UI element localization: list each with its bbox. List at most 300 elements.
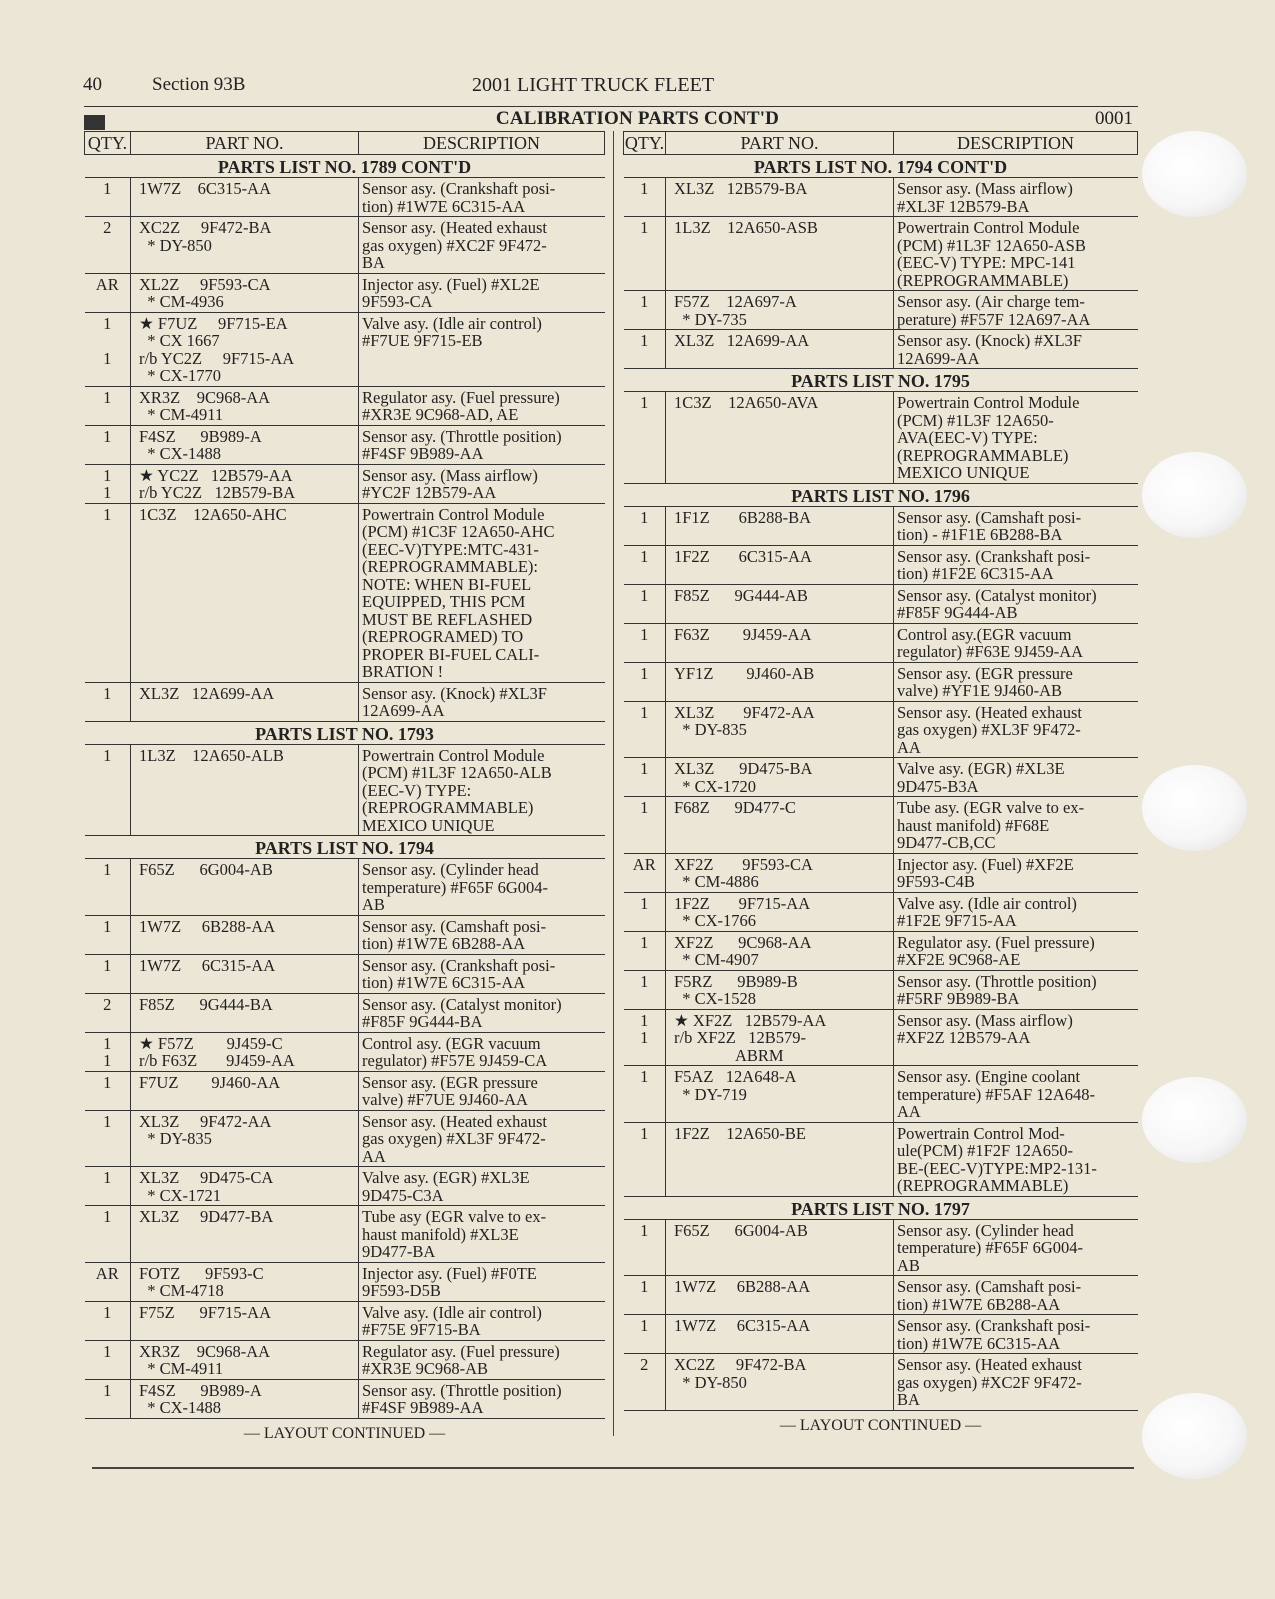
description-line: Control asy. (EGR vacuum	[362, 1033, 541, 1053]
qty-value: 1	[103, 483, 112, 502]
part-number: XL3Z 9D475-BA	[674, 759, 813, 778]
description-line: #F4SF 9B989-AA	[362, 444, 484, 463]
description-cell	[359, 1340, 605, 1379]
part-number: * CM-4911	[139, 405, 224, 424]
qty-value: 1	[103, 1302, 112, 1322]
part-number-cell	[666, 1276, 894, 1315]
part-number: * CM-4936	[139, 292, 224, 311]
parts-list-heading	[85, 721, 605, 744]
qty-value: 1	[103, 1207, 112, 1226]
description-line: #F7UE 9F715-EB	[362, 331, 483, 350]
part-number-cell	[666, 797, 894, 854]
part-number-cell	[666, 931, 894, 970]
description-line: #F85F 9G444-AB	[897, 603, 1018, 622]
description-line: temperature) #F65F 6G004-	[362, 877, 549, 897]
part-number: * CM-4911	[139, 1359, 224, 1378]
qty-value: 1	[103, 426, 112, 446]
table-row	[85, 744, 605, 836]
part-number-cell	[131, 915, 359, 954]
part-number: * CX-1770	[139, 366, 222, 385]
description-line: Sensor asy. (Air charge tem-	[897, 292, 1085, 311]
description-cell	[894, 1219, 1138, 1276]
parts-list-heading	[624, 1196, 1138, 1219]
parts-list-title: PARTS LIST NO. 1796	[624, 483, 1138, 506]
parts-list-heading	[85, 155, 605, 178]
description-line: gas oxygen) #XC2F 9F472-	[897, 1372, 1082, 1392]
layout-continued-note: — LAYOUT CONTINUED —	[243, 1424, 446, 1442]
qty-cell	[624, 931, 666, 970]
description-line: temperature) #F5AF 12A648-	[897, 1084, 1095, 1104]
description-line: gas oxygen) #XL3F 9F472-	[897, 720, 1081, 739]
part-number: F65Z 6G004-AB	[674, 1220, 808, 1240]
part-number-cell	[666, 701, 894, 758]
description-line: haust manifold) #XL3E	[362, 1224, 519, 1244]
part-number: F85Z 9G444-BA	[139, 994, 273, 1014]
description-cell	[359, 1167, 605, 1206]
description-line: #F75E 9F715-BA	[362, 1320, 481, 1339]
description-line: 9D477-BA	[362, 1242, 436, 1261]
table-row	[85, 1071, 605, 1110]
description-line: EQUIPPED, THIS PCM	[362, 592, 526, 611]
qty-value: 1	[640, 1220, 649, 1240]
part-number-cell	[666, 1066, 894, 1123]
description-cell	[359, 1206, 605, 1263]
qty-value: 1	[103, 683, 112, 703]
description-cell	[894, 178, 1138, 217]
binder-hole	[1142, 1077, 1247, 1163]
description-cell	[894, 1066, 1138, 1123]
description-line: tion) #1W7E 6B288-AA	[362, 934, 526, 953]
description-cell	[894, 330, 1138, 369]
description-line: #XL3F 12B579-BA	[897, 196, 1030, 216]
part-number: F75Z 9F715-AA	[139, 1302, 272, 1322]
part-number: * DY-850	[674, 1372, 747, 1392]
table-row	[85, 1032, 605, 1071]
part-number: F65Z 6G004-AB	[139, 860, 273, 879]
binder-hole	[1142, 131, 1247, 217]
part-number: F85Z 9G444-AB	[674, 585, 808, 605]
description-line: (PCM) #1L3F 12A650-ASB	[897, 235, 1086, 255]
description-cell	[894, 545, 1138, 584]
description-cell	[359, 217, 605, 274]
description-line: Sensor asy. (Camshaft posi-	[362, 916, 547, 936]
qty-cell	[624, 1066, 666, 1123]
qty-value: 1	[103, 1380, 112, 1400]
description-line: Sensor asy. (Mass airflow)	[362, 465, 538, 485]
part-number: 1W7Z 6B288-AA	[139, 916, 276, 936]
description-line: NOTE: WHEN BI-FUEL	[362, 574, 532, 594]
description-cell	[894, 931, 1138, 970]
part-number: F4SZ 9B989-A	[139, 426, 262, 446]
part-number: 1C3Z 12A650-AVA	[674, 393, 819, 412]
part-number: XR3Z 9C968-AA	[139, 1341, 271, 1361]
qty-cell	[624, 701, 666, 758]
description-line: Sensor asy. (Knock) #XL3F	[897, 331, 1082, 350]
qty-value: 1	[103, 348, 112, 368]
description-line: Sensor asy. (Catalyst monitor)	[362, 994, 562, 1014]
qty-cell	[624, 178, 666, 217]
table-row	[85, 1340, 605, 1379]
qty-value: 1	[640, 798, 649, 817]
part-number-cell	[131, 1262, 359, 1301]
table-row	[85, 1167, 605, 1206]
qty-value: 1	[640, 624, 649, 644]
qty-value: 1	[640, 663, 649, 683]
qty-value: 1	[640, 702, 649, 722]
desc-header: DESCRIPTION	[359, 132, 605, 155]
qty-cell	[624, 291, 666, 330]
description-cell	[894, 291, 1138, 330]
qty-cell	[85, 178, 131, 217]
qty-value: 1	[640, 507, 649, 527]
part-number: r/b YC2Z 12B579-BA	[139, 483, 296, 502]
description-line: gas oxygen) #XL3F 9F472-	[362, 1129, 546, 1148]
table-row	[85, 682, 605, 721]
part-number: 1W7Z 6B288-AA	[674, 1277, 811, 1296]
description-line: Powertrain Control Module	[362, 504, 545, 524]
part-number: * DY-719	[674, 1084, 747, 1104]
description-line: 9F593-D5B	[362, 1281, 441, 1300]
qty-cell	[624, 623, 666, 662]
table-row	[85, 386, 605, 425]
part-number: 1F2Z 12A650-BE	[674, 1123, 806, 1143]
description-line: tion) #1W7E 6B288-AA	[897, 1294, 1061, 1314]
part-number-cell	[131, 1379, 359, 1418]
description-line: Valve asy. (EGR) #XL3E	[362, 1168, 530, 1187]
qty-cell	[624, 584, 666, 623]
description-cell	[894, 623, 1138, 662]
part-number: XF2Z 9F593-CA	[674, 854, 813, 874]
qty-value: 1	[103, 1111, 112, 1131]
part-number: XL3Z 12A699-AA	[674, 331, 810, 350]
part-number: * DY-835	[139, 1129, 212, 1148]
qty-header: QTY.	[624, 132, 665, 153]
description-cell	[894, 1354, 1138, 1411]
part-number: ABRM	[674, 1045, 784, 1065]
table-row	[85, 425, 605, 464]
qty-value: 1	[103, 1168, 112, 1187]
table-row	[85, 859, 605, 916]
qty-value: 1	[640, 1316, 649, 1335]
table-row	[85, 1110, 605, 1167]
qty-cell	[85, 1167, 131, 1206]
qty-value: 1	[103, 1072, 112, 1092]
description-cell	[894, 701, 1138, 758]
part-number-cell	[666, 217, 894, 291]
table-row	[624, 330, 1138, 369]
qty-cell	[624, 892, 666, 931]
qty-cell	[624, 330, 666, 369]
qty-value: 1	[640, 179, 649, 198]
qty-cell	[85, 217, 131, 274]
part-number: XL2Z 9F593-CA	[139, 274, 271, 294]
table-row	[624, 892, 1138, 931]
description-line: Sensor asy. (Camshaft posi-	[897, 1277, 1082, 1296]
part-number: * CM-4907	[674, 950, 759, 969]
description-cell	[359, 1071, 605, 1110]
parts-list-heading	[624, 155, 1138, 178]
part-number-cell	[131, 859, 359, 916]
parts-list-title: PARTS LIST NO. 1794	[85, 836, 605, 859]
parts-table-left	[84, 131, 605, 1443]
table-row	[85, 217, 605, 274]
section-label: Section 93B	[152, 74, 246, 95]
description-line: #XF2E 9C968-AE	[897, 950, 1021, 969]
calibration-title: CALIBRATION PARTS CONT'D	[495, 108, 780, 129]
binder-hole	[1142, 452, 1247, 538]
description-line: BE-(EEC-V)TYPE:MP2-131-	[897, 1158, 1097, 1178]
description-line: Injector asy. (Fuel) #XL2E	[362, 274, 540, 294]
description-line: MUST BE REFLASHED	[362, 609, 533, 629]
part-number: * DY-835	[674, 720, 747, 739]
qty-cell	[85, 1340, 131, 1379]
description-line: Valve asy. (Idle air control)	[362, 313, 542, 333]
part-number-cell	[666, 291, 894, 330]
part-number: XL3Z 9F472-AA	[674, 702, 815, 722]
description-cell	[359, 425, 605, 464]
part-number: FOTZ 9F593-C	[139, 1263, 264, 1283]
part-number: YF1Z 9J460-AB	[674, 663, 815, 683]
qty-cell	[624, 1122, 666, 1196]
description-cell	[894, 758, 1138, 797]
part-number-cell	[131, 464, 359, 503]
description-cell	[359, 859, 605, 916]
table-row	[85, 1262, 605, 1301]
description-line: #1F2E 9F715-AA	[897, 911, 1017, 930]
part-number: * CX-1766	[674, 911, 757, 930]
part-number: F63Z 9J459-AA	[674, 624, 812, 644]
qty-cell	[624, 1276, 666, 1315]
description-line: #XR3E 9C968-AD, AE	[362, 405, 519, 424]
part-number-cell	[131, 312, 359, 386]
qty-value: 1	[640, 1123, 649, 1143]
description-line: Sensor asy. (Crankshaft posi-	[362, 179, 556, 198]
table-row	[624, 1315, 1138, 1354]
description-line: BA	[362, 253, 385, 272]
parts-list-title: PARTS LIST NO. 1794 CONT'D	[624, 155, 1138, 178]
description-line: (PCM) #1L3F 12A650-ALB	[362, 763, 552, 782]
description-line: Valve asy. (Idle air control)	[362, 1302, 542, 1322]
qty-value: 1	[640, 1277, 649, 1296]
description-line: Powertrain Control Mod-	[897, 1123, 1065, 1143]
qty-value: 2	[640, 1355, 649, 1374]
table-row	[624, 1354, 1138, 1411]
part-number-cell	[131, 1206, 359, 1263]
part-number-cell	[666, 853, 894, 892]
table-row	[624, 970, 1138, 1009]
table-row	[85, 273, 605, 312]
description-line: 9F593-CA	[362, 292, 433, 311]
table-row	[85, 993, 605, 1032]
description-line: Powertrain Control Module	[362, 745, 545, 765]
part-number: * CX-1488	[139, 444, 222, 463]
qty-value: 1	[103, 860, 112, 879]
part-number: F4SZ 9B989-A	[139, 1380, 262, 1400]
description-cell	[894, 853, 1138, 892]
part-number: * CM-4886	[674, 872, 759, 891]
part-number-cell	[666, 545, 894, 584]
description-line: (EEC-V)TYPE:MTC-431-	[362, 539, 539, 559]
column-divider	[613, 131, 614, 1436]
parts-list-title: PARTS LIST NO. 1789 CONT'D	[85, 155, 605, 178]
description-cell	[359, 682, 605, 721]
description-line: 9D477-CB,CC	[897, 833, 996, 852]
qty-value: 1	[103, 465, 112, 485]
description-line: gas oxygen) #XC2F 9F472-	[362, 235, 547, 255]
part-number-cell	[131, 682, 359, 721]
part-number-cell	[131, 1071, 359, 1110]
qty-cell	[85, 386, 131, 425]
part-number-cell	[131, 744, 359, 836]
part-number-cell	[131, 1167, 359, 1206]
part-number-cell	[131, 1301, 359, 1340]
layout-continued-note: — LAYOUT CONTINUED —	[779, 1416, 982, 1434]
table-row	[624, 662, 1138, 701]
qty-cell	[85, 273, 131, 312]
description-line: Sensor asy. (Heated exhaust	[362, 218, 547, 237]
description-line: Sensor asy. (Throttle position)	[897, 971, 1097, 991]
description-cell	[894, 584, 1138, 623]
description-line: Sensor asy. (Crankshaft posi-	[897, 546, 1091, 566]
description-cell	[894, 1315, 1138, 1354]
parts-list-title: PARTS LIST NO. 1793	[85, 721, 605, 744]
qty-cell	[85, 425, 131, 464]
description-line: 12A699-AA	[897, 348, 980, 368]
description-line: perature) #F57F 12A697-AA	[897, 309, 1091, 329]
part-number: 1W7Z 6C315-AA	[139, 955, 276, 975]
description-cell	[359, 993, 605, 1032]
table-row	[624, 1066, 1138, 1123]
description-line: Sensor asy. (Heated exhaust	[897, 702, 1082, 722]
part-number: F7UZ 9J460-AA	[139, 1072, 281, 1092]
qty-cell	[624, 662, 666, 701]
part-number: 1L3Z 12A650-ALB	[139, 745, 284, 765]
part-number: ★ F57Z 9J459-C	[139, 1033, 283, 1053]
parts-list-heading	[624, 483, 1138, 506]
calibration-code: 0001	[1095, 108, 1133, 129]
table-row	[624, 701, 1138, 758]
part-number: 1C3Z 12A650-AHC	[139, 504, 287, 524]
qty-cell	[85, 1110, 131, 1167]
table-row	[85, 1301, 605, 1340]
description-line: tion) - #1F1E 6B288-BA	[897, 525, 1063, 544]
qty-cell	[624, 1009, 666, 1066]
part-number: * CX-1721	[139, 1185, 222, 1205]
description-line: Sensor asy. (Knock) #XL3F	[362, 683, 547, 703]
qty-value: 1	[640, 218, 649, 237]
part-number-cell	[666, 623, 894, 662]
description-cell	[359, 954, 605, 993]
part-number-cell	[666, 662, 894, 701]
qty-cell	[85, 915, 131, 954]
qty-value: AR	[95, 274, 119, 294]
description-line: #F85F 9G444-BA	[362, 1012, 483, 1031]
description-line: MEXICO UNIQUE	[897, 463, 1030, 482]
description-line: BRATION !	[362, 662, 444, 681]
description-line: Sensor asy. (Cylinder head	[897, 1220, 1074, 1240]
part-number-cell	[131, 1340, 359, 1379]
description-line: BA	[897, 1390, 920, 1409]
qty-cell	[624, 217, 666, 291]
part-number-cell	[131, 178, 359, 217]
part-number-cell	[666, 970, 894, 1009]
table-row	[624, 797, 1138, 854]
part-number-cell	[131, 503, 359, 682]
description-line: AA	[362, 1146, 386, 1166]
description-line: Regulator asy. (Fuel pressure)	[362, 387, 560, 407]
part-header: PART NO.	[131, 132, 359, 155]
right-column	[623, 131, 1138, 1435]
binder-hole	[1142, 765, 1247, 851]
qty-value: AR	[632, 854, 656, 874]
qty-value: 1	[640, 932, 649, 952]
qty-value: 1	[640, 971, 649, 991]
qty-cell	[85, 1071, 131, 1110]
qty-cell	[85, 744, 131, 836]
description-line: Tube asy. (EGR valve to ex-	[897, 798, 1085, 817]
description-line: tion) #1W7E 6C315-AA	[897, 1333, 1061, 1353]
description-line: AA	[897, 1102, 921, 1121]
description-line: PROPER BI-FUEL CALI-	[362, 644, 540, 664]
qty-cell	[85, 993, 131, 1032]
part-number-cell	[666, 506, 894, 545]
description-line: haust manifold) #F68E	[897, 815, 1050, 835]
qty-value: 1	[640, 893, 649, 913]
qty-cell	[85, 1379, 131, 1418]
table-row	[85, 312, 605, 386]
qty-value: 1	[103, 179, 112, 198]
qty-value: 1	[640, 292, 649, 311]
part-number: XC2Z 9F472-BA	[139, 218, 272, 237]
description-cell	[359, 178, 605, 217]
qty-value: 2	[103, 218, 112, 237]
part-number: XL3Z 12B579-BA	[674, 179, 808, 198]
description-cell	[894, 506, 1138, 545]
description-line: tion) #1W7E 6C315-AA	[362, 196, 526, 216]
part-number: r/b XF2Z 12B579-	[674, 1028, 806, 1047]
part-number: 1W7Z 6C315-AA	[674, 1316, 811, 1335]
description-cell	[894, 217, 1138, 291]
description-cell	[359, 503, 605, 682]
left-column	[84, 131, 605, 1443]
part-number-cell	[666, 330, 894, 369]
table-row	[624, 506, 1138, 545]
part-number: 1L3Z 12A650-ASB	[674, 218, 818, 237]
description-cell	[359, 1110, 605, 1167]
part-number: ★ YC2Z 12B579-AA	[139, 465, 293, 485]
description-line: (REPROGRAMMABLE)	[362, 798, 534, 817]
part-number: 1F2Z 9F715-AA	[674, 893, 811, 913]
description-line: AVA(EEC-V) TYPE:	[897, 428, 1038, 447]
table-row	[85, 1379, 605, 1418]
part-header: PART NO.	[666, 132, 894, 155]
parts-list-heading	[624, 369, 1138, 392]
table-row	[624, 178, 1138, 217]
qty-cell	[85, 464, 131, 503]
qty-value: 1	[640, 546, 649, 566]
qty-cell	[624, 506, 666, 545]
description-line: 12A699-AA	[362, 701, 445, 720]
description-line: Sensor asy. (Camshaft posi-	[897, 507, 1082, 527]
table-row	[624, 1276, 1138, 1315]
description-line: (EEC-V) TYPE: MPC-141	[897, 253, 1076, 272]
desc-header: DESCRIPTION	[894, 132, 1138, 155]
part-number: r/b F63Z 9J459-AA	[139, 1051, 295, 1070]
description-cell	[359, 1379, 605, 1418]
description-line: (PCM) #1C3F 12A650-AHC	[362, 522, 555, 541]
description-line: regulator) #F57E 9J459-CA	[362, 1051, 548, 1070]
qty-value: 1	[103, 916, 112, 936]
